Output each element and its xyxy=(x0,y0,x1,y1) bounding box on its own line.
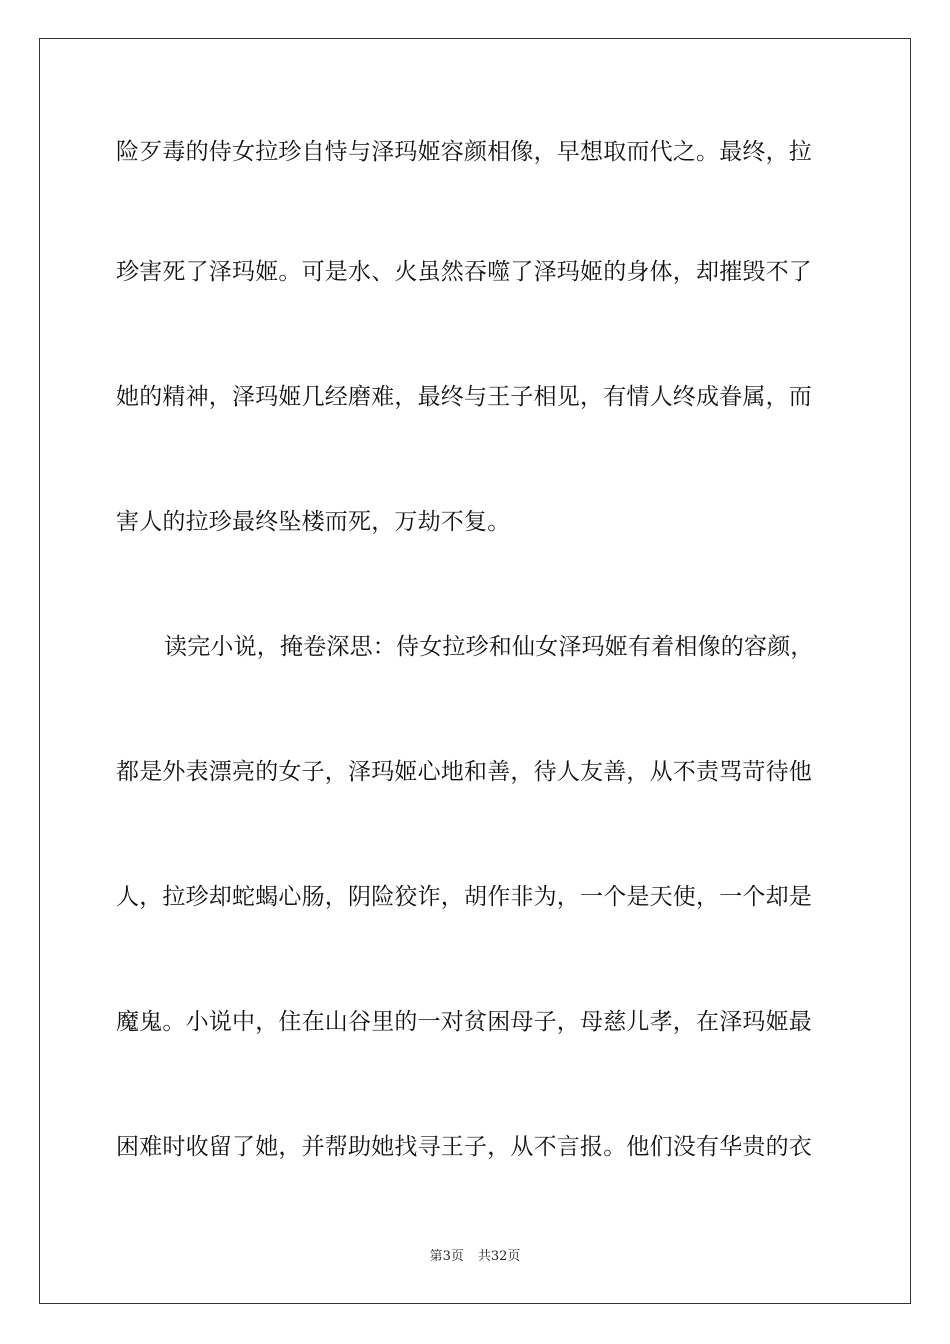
page-total: 共32页 xyxy=(477,1249,521,1264)
page-footer xyxy=(0,1248,950,1266)
text-line-8: 魔鬼。小说中，住在山谷里的一对贫困母子，母慈儿孝，在泽玛姬最 xyxy=(116,1009,812,1035)
text-line-1: 险歹毒的侍女拉珍自恃与泽玛姬容颜相像，早想取而代之。最终，拉 xyxy=(116,139,812,165)
text-line-9: 困难时收留了她，并帮助她找寻王子，从不言报。他们没有华贵的衣 xyxy=(116,1134,812,1160)
text-line-3: 她的精神，泽玛姬几经磨难，最终与王子相见，有情人终成眷属，而 xyxy=(116,384,812,410)
text-line-7: 人，拉珍却蛇蝎心肠，阴险狡诈，胡作非为，一个是天使，一个却是 xyxy=(116,884,812,910)
page-number: 第3页 xyxy=(429,1249,464,1264)
text-line-4: 害人的拉珍最终坠楼而死，万劫不复。 xyxy=(116,509,511,535)
text-line-6: 都是外表漂亮的女子，泽玛姬心地和善，待人友善，从不责骂苛待他 xyxy=(116,759,812,785)
text-line-2: 珍害死了泽玛姬。可是水、火虽然吞噬了泽玛姬的身体，却摧毁不了 xyxy=(116,259,812,285)
page-frame xyxy=(39,38,911,1304)
text-line-5-paragraph-start: 读完小说，掩卷深思：侍女拉珍和仙女泽玛姬有着相像的容颜， xyxy=(164,634,814,660)
